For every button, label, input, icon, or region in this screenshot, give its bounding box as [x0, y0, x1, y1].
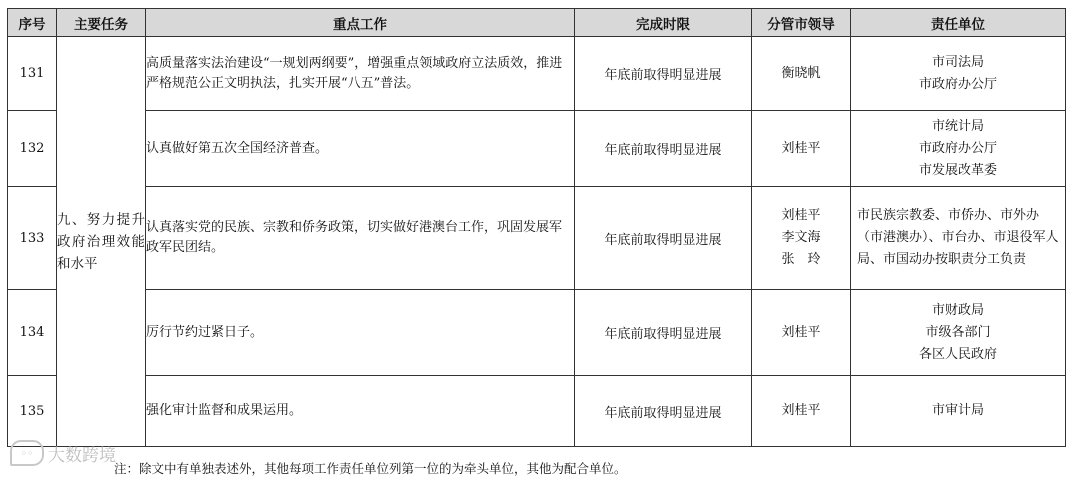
row-leaders: [752, 290, 851, 376]
leader-name: 刘桂平: [781, 403, 821, 418]
row-work: 认真落实党的民族、宗教和侨务政策，切实做好港澳台工作，巩固发展军政军民团结。: [146, 187, 575, 290]
header-work: 重点工作: [146, 9, 575, 37]
row-units: [851, 111, 1066, 187]
unit-name: 市级各部门: [925, 324, 991, 340]
watermark-text: 大数跨境: [48, 445, 116, 466]
row-seq: 134: [8, 290, 57, 376]
row-seq: 133: [8, 187, 57, 290]
row-deadline: 年底前取得明显进展: [575, 187, 752, 290]
table-row: [8, 376, 1066, 447]
table-row: [8, 290, 1066, 376]
row-deadline: 年底前取得明显进展: [575, 290, 752, 376]
unit-name: 市政府办公厅: [918, 76, 997, 92]
row-work: 认真做好第五次全国经济普查。: [146, 111, 575, 187]
row-seq: 135: [8, 376, 57, 447]
leader-name: 刘桂平: [781, 140, 821, 156]
row-work: 强化审计监督和成果运用。: [146, 376, 575, 447]
row-leaders: [752, 376, 851, 447]
row-work: 高质量落实法治建设“一规划两纲要”，增强重点领域政府立法质效，推进严格规范公正文明执法，扎实开展“八五”普法。: [146, 37, 575, 111]
unit-name: 市财政局: [931, 302, 984, 318]
unit-name: 市政府办公厅: [918, 140, 997, 156]
row-work: 厉行节约过紧日子。: [146, 290, 575, 376]
row-deadline: 年底前取得明显进展: [575, 111, 752, 187]
footnote: 注：除文中有单独表述外，其他每项工作责任单位列第一位的为牵头单位，其他为配合单位。: [114, 461, 627, 476]
row-units: [851, 37, 1066, 111]
row-units: [851, 290, 1066, 376]
unit-name: 市审计局: [931, 403, 984, 418]
row-leaders: [752, 111, 851, 187]
row-units: [851, 376, 1066, 447]
row-leaders: [752, 187, 851, 290]
header-seq: 序号: [8, 9, 57, 37]
header-row: [8, 9, 1066, 37]
leader-name: 刘桂平: [781, 208, 821, 223]
header-leader: 分管市领导: [752, 9, 851, 37]
watermark: [10, 440, 116, 466]
row-seq: 131: [8, 37, 57, 111]
leader-name: 刘桂平: [781, 324, 821, 340]
table-row: [8, 37, 1066, 111]
header-unit: 责任单位: [851, 9, 1066, 37]
task-table: [7, 8, 1066, 447]
leader-name: 张 玲: [781, 252, 821, 267]
unit-name: 市司法局: [931, 54, 984, 70]
table-row: [8, 187, 1066, 290]
row-seq: 132: [8, 111, 57, 187]
speech-bubble-logo-icon: ◦◦: [10, 440, 44, 466]
leader-name: 衡晓帆: [781, 65, 821, 81]
unit-name: 市统计局: [931, 118, 984, 134]
unit-name: 市发展改革委: [918, 162, 997, 178]
leader-name: 李文海: [781, 230, 821, 245]
row-deadline: 年底前取得明显进展: [575, 37, 752, 111]
row-units: [851, 187, 1066, 290]
unit-name: 市民族宗教委、市侨办、市外办（市港澳办）、市台办、市退役军人局、市国动办按职责分工负责: [857, 208, 1059, 267]
table-row: [8, 111, 1066, 187]
header-deadline: 完成时限: [575, 9, 752, 37]
unit-name: 各区人民政府: [918, 346, 997, 362]
header-task: 主要任务: [57, 9, 146, 37]
row-leaders: [752, 37, 851, 111]
task-group: 九、努力提升政府治理效能和水平: [57, 37, 146, 447]
row-deadline: 年底前取得明显进展: [575, 376, 752, 447]
